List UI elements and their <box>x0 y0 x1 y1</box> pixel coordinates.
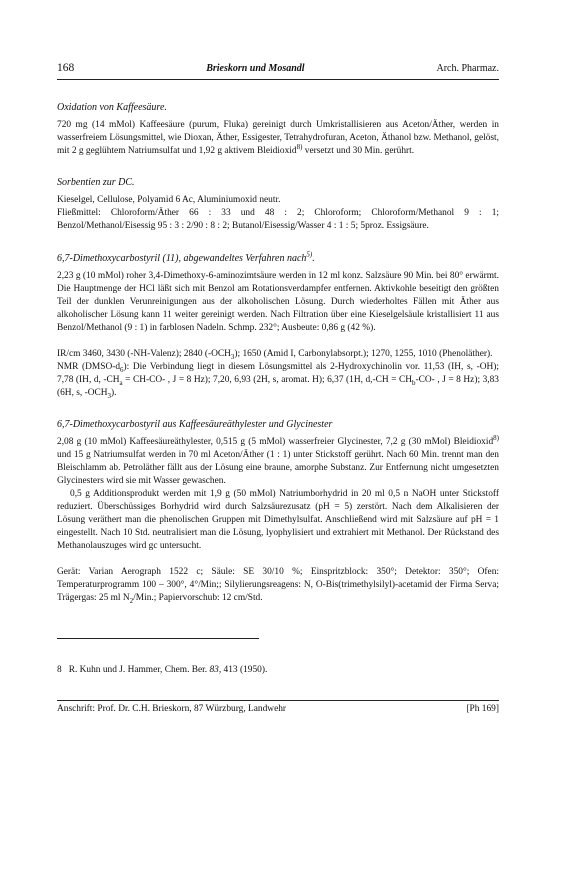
ir-text-end: ); 1650 (Amid I, Carbonylabsorpt.); 1270, 1255, 1010 (Phenoläther). <box>234 349 493 359</box>
footnote-number: 8 <box>57 665 62 675</box>
ir-data <box>57 348 499 361</box>
reference-mark: 5) <box>306 250 313 259</box>
oxidation-tail: versetzt und 30 Min. gerührt. <box>302 146 415 156</box>
author-address: Anschrift: Prof. Dr. C.H. Brieskorn, 87 Würzburg, Landwehr <box>57 704 287 714</box>
oxidation-body: 720 mg (14 mMol) Kaffeesäure (purum, Fluka) gereinigt durch Umkristallisieren aus Aceton/Äther, werden in wasserfreiem Lösungsmittel, wie Dioxan, Äther, Essigester, Tetrahydrofuran, Aceton, Äthanol bzw. Methanol, gelöst, mit 2 g geglühtem Natriumsulfat und 1,92 g aktivem Bleidioxid <box>57 120 499 156</box>
footnote-text-end: , 413 (1950). <box>218 665 268 675</box>
nmr-text: = CH-CO- , J = 8 Hz); 7,20, 6,93 (2H, s, aromat. H); 6,37 (1H, d,-CH = CH <box>122 375 413 385</box>
paragraph-text: und 15 g Natriumsulfat werden in 70 ml Aceton/Äther (1 : 1) unter Stickstoff gerührt. Nach 60 Min. trennt man den Bleischlamm ab. Petroläther fällt aus der Lösung eine braune, amorphe Substanz. Zur Entfernung nicht umgesetzten Glycinesters wird sie mit Wasser gewaschen. <box>57 450 499 486</box>
subscript: a <box>119 378 123 387</box>
glycinester-paragraph-2: 0,5 g Additionsprodukt werden mit 1,9 g (50 mMol) Natriumborhydrid in 20 ml 0,5 n NaOH unter Stickstoff reduziert. Überschüssiges Borhydrid wird durch Salzsäurezusatz (pH = 5) zerstört. Nach dem Alkalisieren der Lösung veräthert man die phenolischen Gruppen mit Dimethylsulfat. Anschließend wird mit Salzsäure auf pH = 1 eingestellt. Nach 10 Std. neutralisiert man die Lösung, lyophylisiert und extrahiert mit Methanol. Der Rückstand des Methanolauszuges wird gc untersucht. <box>57 489 499 551</box>
running-authors: Brieskorn und Mosandl <box>206 63 305 74</box>
subscript: 3 <box>230 352 235 361</box>
reference-mark: 8) <box>296 142 303 151</box>
journal-page <box>57 62 499 714</box>
nmr-text: ). <box>111 388 117 398</box>
footnote-rule <box>57 638 259 639</box>
nmr-text: ): Die Verbindung liegt in diesem Lösungsmittel als 2-Hydroxychinolin vor. 11,53 (IH, s, -OH); 7,78 (IH, d, -CH <box>57 362 499 385</box>
sorbentien-line1: Kieselgel, Cellulose, Polyamid 6 Ac, Aluminiumoxid neutr. <box>57 195 281 205</box>
address-rule <box>57 700 499 701</box>
page-header <box>57 62 499 76</box>
subscript: 2 <box>129 596 134 605</box>
title-compound: 6,7-Dimethoxycarbostyril <box>57 253 161 264</box>
reference-mark: 8) <box>493 433 499 442</box>
subscript: 6 <box>120 365 124 374</box>
footnote <box>57 664 499 677</box>
sorbentien-line2: Fließmittel: Chloroform/Äther 66 : 33 und 48 : 2; Chloroform; Chloroform/Methanol 9 : 1; Benzol/Methanol/Eisessig 95 : 3 : 2/90 : 8 : 2; Butanol/Eisessig/Wasser 4 : 1 : 5; 5proz. Essigsäure. <box>57 208 499 231</box>
subscript: 3 <box>107 391 112 400</box>
section-title-sorbentien: Sorbentien zur DC. <box>57 177 135 188</box>
footnote-text: R. Kuhn und J. Hammer, Chem. Ber. <box>68 665 210 675</box>
address-line <box>57 704 499 714</box>
gc-conditions <box>57 566 499 605</box>
section-title-oxidation: Oxidation von Kaffeesäure. <box>57 102 167 113</box>
header-rule <box>57 79 499 80</box>
footnote-volume: 83 <box>209 665 219 675</box>
nmr-text: NMR (DMSO-d <box>57 362 121 372</box>
ir-text: IR/cm 3460, 3430 (-NH-Valenz); 2840 (-OCH <box>57 349 231 359</box>
title-period: . <box>312 253 315 264</box>
paragraph-text: Gerät: Varian Aerograph 1522 c; Säule: SE 30/10 %; Einspritzblock: 350°; Detektor: 350°; Ofen: Temperaturprogramm 100 – 300°, 4°/Min;; Silylierungsreagens: N, O-Bis(trimethylsilyl)-acetamid der Firma Serva; Trägergas: 25 ml N <box>57 567 499 603</box>
section-title-glycinester: 6,7-Dimethoxycarbostyril aus Kaffeesäureäthylester und Glycinester <box>57 419 333 430</box>
section-title-carbostyril <box>57 250 499 265</box>
next-page-marker: [Ph 169] <box>466 704 499 714</box>
title-method: (11), abgewandeltes Verfahren nach <box>160 253 307 264</box>
oxidation-paragraph <box>57 119 499 158</box>
journal-name: Arch. Pharmaz. <box>436 63 499 74</box>
nmr-text: -CO- , J = 8 Hz); 3,83 (6H, s, -OCH <box>57 375 499 398</box>
subscript: b <box>412 378 416 387</box>
paragraph-text: /Min.; Papiervorschub: 12 cm/Std. <box>133 593 263 603</box>
paragraph-text: 2,08 g (10 mMol) Kaffeesäureäthylester, 0,515 g (5 mMol) wasserfreier Glycinester, 7,2 g (30 mMol) Bleidioxid <box>57 437 494 447</box>
nmr-data <box>57 361 499 400</box>
page-number: 168 <box>57 62 75 74</box>
glycinester-paragraph-1 <box>57 433 499 488</box>
carbostyril-procedure: 2,23 g (10 mMol) roher 3,4-Dimethoxy-6-aminozimtsäure werden in 12 ml konz. Salzsäure 90 Min. bei 80° erwärmt. Die Hauptmenge der HCl läßt sich mit Benzol am Rotationsverdampfer entfernen. Aktivkohle beseitigt den größten Teil der dunklen Verunreinigungen aus der alkoholischen Lösung. Durch wiederholtes Fällen mit Äther aus alkoholischer Lösung kann 11 weiter gereinigt werden. Nach Filtration über eine Kieselgelsäule kristallisiert 11 aus Benzol/Methanol (9 : 1) in farblosen Nadeln. Schmp. 232°; Ausbeute: 0,86 g (42 %). <box>57 271 499 333</box>
